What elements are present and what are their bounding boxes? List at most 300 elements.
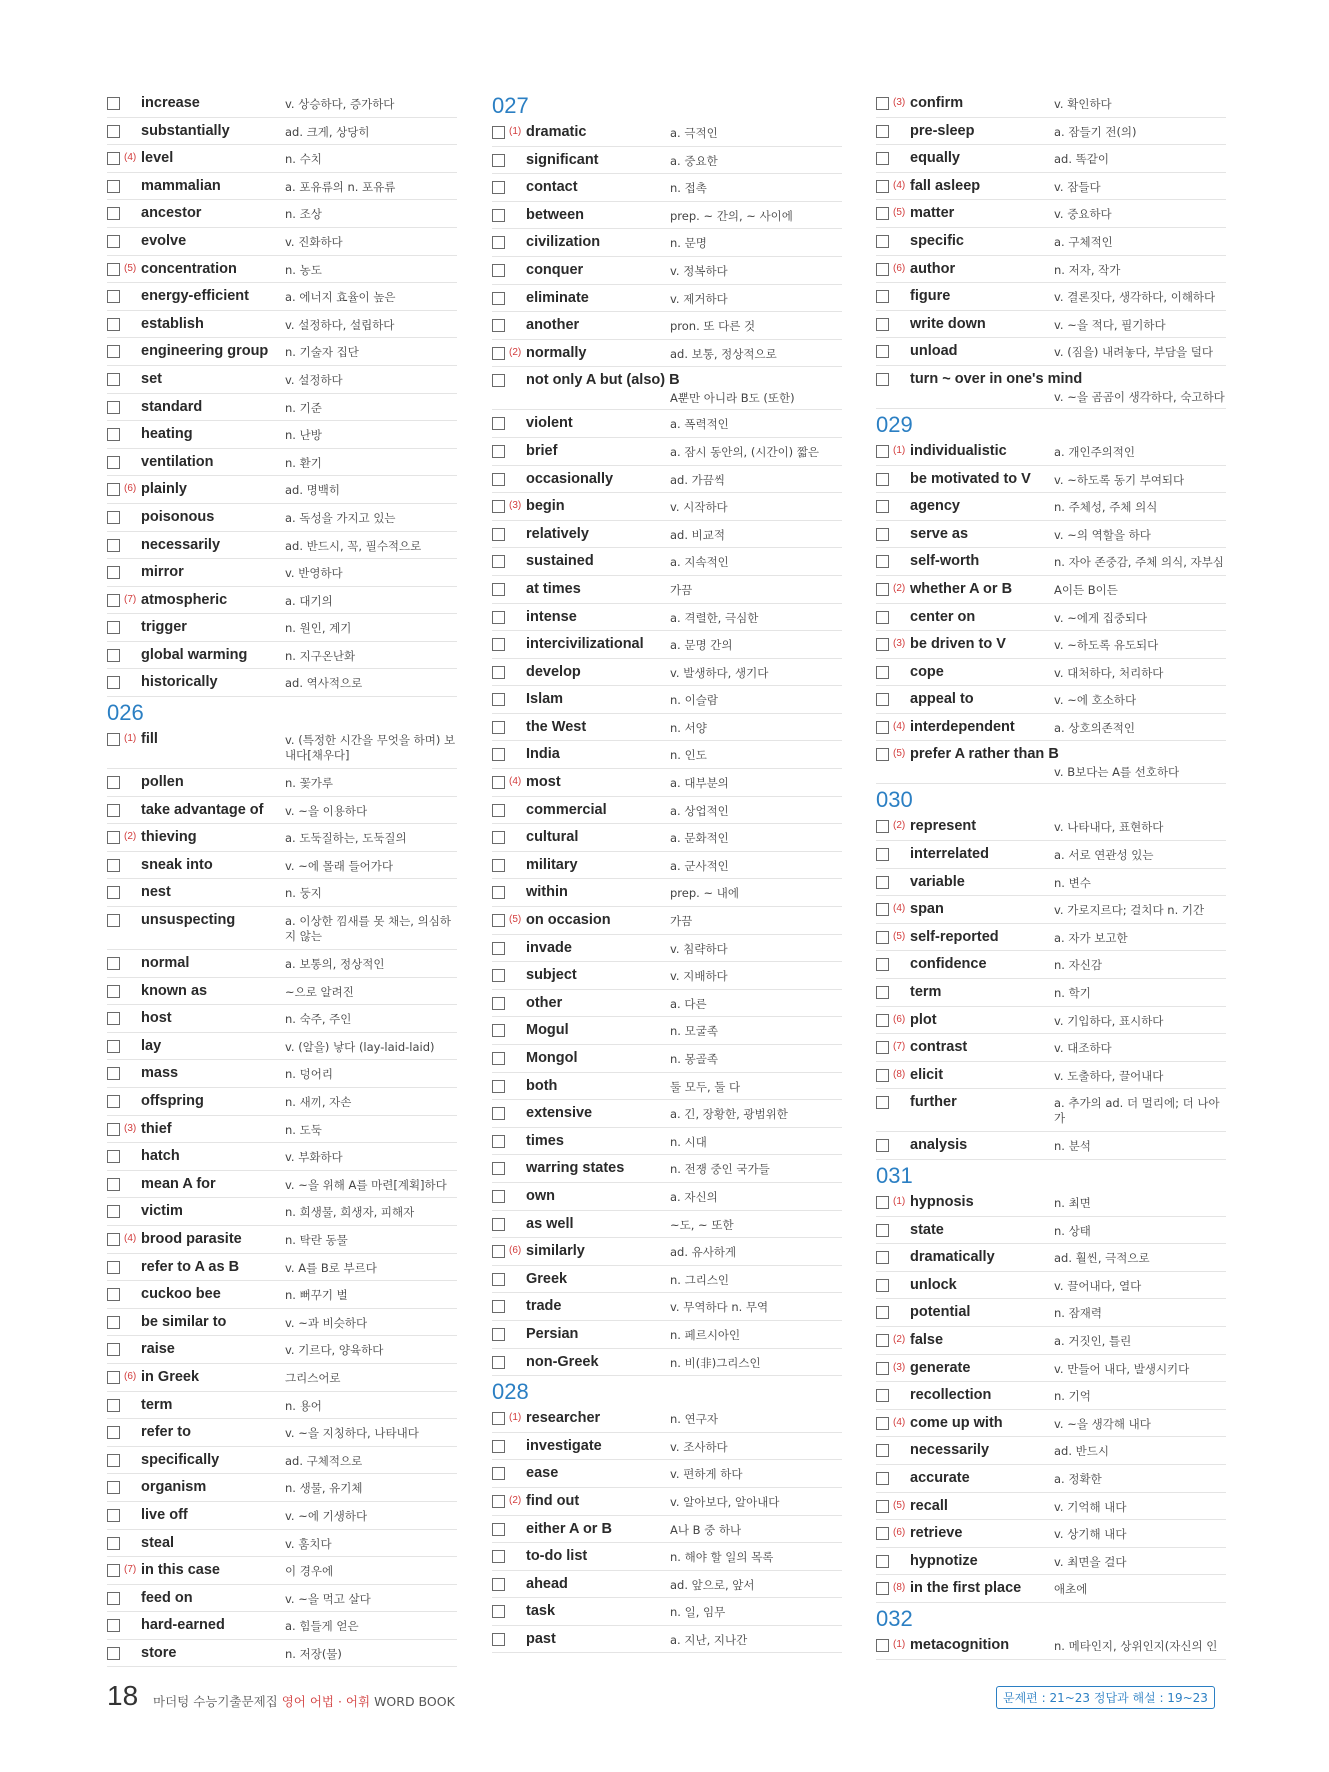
checkbox[interactable] (876, 876, 889, 889)
checkbox[interactable] (107, 914, 120, 927)
vocab-row (492, 202, 842, 230)
vocab-word: Mogul (526, 1022, 569, 1039)
checkbox[interactable] (107, 1178, 120, 1191)
checkbox[interactable] (492, 1495, 505, 1508)
vocab-word: prefer A rather than B (910, 746, 1059, 763)
vocab-word: military (526, 856, 578, 873)
vocab-definition: a. 대부분의 (670, 776, 729, 791)
checkbox[interactable] (107, 401, 120, 414)
checkbox[interactable] (107, 483, 120, 496)
vocab-row (107, 532, 457, 560)
vocab-word: variable (910, 873, 965, 890)
checkbox[interactable] (492, 666, 505, 679)
vocab-definition: n. 기술자 집단 (285, 345, 359, 360)
vocab-definition: a. 군사적인 (670, 858, 729, 873)
vocab-row (876, 283, 1226, 311)
checkbox[interactable] (876, 125, 889, 138)
vocab-row (107, 1033, 457, 1061)
vocab-row (107, 1336, 457, 1364)
checkbox[interactable] (107, 1205, 120, 1218)
vocab-row (492, 229, 842, 257)
checkbox[interactable] (492, 969, 505, 982)
book-suffix: WORD BOOK (374, 1694, 455, 1709)
vocab-definition: n. 비(非)그리스인 (670, 1355, 761, 1370)
checkbox[interactable] (107, 1481, 120, 1494)
vocab-row (107, 1088, 457, 1116)
checkbox[interactable] (107, 1619, 120, 1632)
checkbox[interactable] (876, 235, 889, 248)
checkbox[interactable] (876, 318, 889, 331)
vocab-row (107, 950, 457, 978)
checkbox[interactable] (492, 638, 505, 651)
checkbox[interactable] (876, 263, 889, 276)
vocab-word: victim (141, 1203, 183, 1220)
question-number: (6) (893, 1013, 906, 1025)
vocab-word: within (526, 884, 568, 901)
checkbox[interactable] (107, 985, 120, 998)
checkbox[interactable] (107, 1316, 120, 1329)
vocab-row (876, 1465, 1226, 1493)
vocab-definition: a. 서로 연관성 있는 (1054, 848, 1154, 863)
vocab-word: global warming (141, 646, 248, 663)
checkbox[interactable] (107, 649, 120, 662)
checkbox[interactable] (107, 1288, 120, 1301)
vocab-definition: n. 문명 (670, 236, 707, 251)
vocab-word: host (141, 1010, 172, 1027)
vocab-row (492, 147, 842, 175)
checkbox[interactable] (876, 931, 889, 944)
vocab-row (107, 1474, 457, 1502)
vocab-definition: n. 꽃가루 (285, 776, 333, 791)
vocab-row (492, 1266, 842, 1294)
checkbox[interactable] (492, 1107, 505, 1120)
vocab-definition: ~으로 알려진 (285, 984, 354, 999)
vocab-definition: 이 경우에 (285, 1564, 334, 1579)
checkbox[interactable] (876, 1582, 889, 1595)
checkbox[interactable] (107, 1426, 120, 1439)
checkbox[interactable] (492, 181, 505, 194)
section-number: 032 (876, 1605, 913, 1631)
checkbox[interactable] (107, 125, 120, 138)
checkbox[interactable] (876, 528, 889, 541)
vocab-definition: a. 포유류의 n. 포유류 (285, 179, 396, 194)
checkbox[interactable] (107, 180, 120, 193)
checkbox[interactable] (492, 1633, 505, 1646)
vocab-word: appeal to (910, 691, 974, 708)
vocab-word: develop (526, 663, 581, 680)
vocab-row (492, 1073, 842, 1101)
checkbox[interactable] (876, 1041, 889, 1054)
checkbox[interactable] (492, 154, 505, 167)
checkbox[interactable] (492, 721, 505, 734)
checkbox[interactable] (492, 1578, 505, 1591)
checkbox[interactable] (492, 292, 505, 305)
checkbox[interactable] (876, 1306, 889, 1319)
vocab-definition: v. 만들어 내다, 발생시키다 (1054, 1361, 1190, 1376)
vocab-row (876, 631, 1226, 659)
vocab-definition: v. 편하게 하다 (670, 1467, 743, 1482)
checkbox[interactable] (107, 1343, 120, 1356)
checkbox[interactable] (876, 848, 889, 861)
vocab-row (492, 257, 842, 285)
vocab-definition: n. 새끼, 자손 (285, 1095, 352, 1109)
vocab-word: intense (526, 608, 577, 625)
checkbox[interactable] (492, 126, 505, 139)
checkbox[interactable] (876, 97, 889, 110)
checkbox[interactable] (107, 621, 120, 634)
checkbox[interactable] (876, 1362, 889, 1375)
vocab-word: cuckoo bee (141, 1286, 221, 1303)
vocab-definition: n. 변수 (1054, 875, 1091, 890)
vocab-word: hypnosis (910, 1194, 974, 1210)
checkbox[interactable] (876, 666, 889, 679)
section-number: 029 (876, 411, 913, 437)
checkbox[interactable] (876, 583, 889, 596)
checkbox[interactable] (492, 1467, 505, 1480)
checkbox[interactable] (876, 748, 889, 761)
checkbox[interactable] (107, 776, 120, 789)
checkbox[interactable] (492, 942, 505, 955)
checkbox[interactable] (107, 511, 120, 524)
vocab-row (876, 686, 1226, 714)
vocab-definition: a. 정확한 (1054, 1471, 1102, 1486)
checkbox[interactable] (107, 804, 120, 817)
checkbox[interactable] (492, 997, 505, 1010)
vocab-word: at times (526, 580, 581, 597)
checkbox[interactable] (492, 1550, 505, 1563)
checkbox[interactable] (876, 1444, 889, 1457)
checkbox[interactable] (492, 693, 505, 706)
checkbox[interactable] (876, 903, 889, 916)
vocab-definition: a. 다른 (670, 996, 707, 1011)
checkbox[interactable] (876, 820, 889, 833)
checkbox[interactable] (492, 236, 505, 249)
vocab-word: turn ~ over in one's mind (910, 370, 1083, 387)
vocab-definition: n. 그리스인 (670, 1272, 730, 1287)
question-number: (3) (124, 1122, 137, 1134)
vocab-word: plainly (141, 481, 187, 498)
checkbox[interactable] (107, 1371, 120, 1384)
checkbox[interactable] (492, 1052, 505, 1065)
vocab-row (492, 631, 842, 659)
question-number: (8) (893, 1582, 906, 1594)
checkbox[interactable] (492, 1440, 505, 1453)
vocab-definition: v. ~에 기생하다 (285, 1508, 368, 1523)
question-number: (2) (893, 1333, 906, 1345)
checkbox[interactable] (492, 1356, 505, 1369)
checkbox[interactable] (492, 445, 505, 458)
section-number: 030 (876, 787, 913, 813)
checkbox[interactable] (107, 290, 120, 303)
vocab-word: pollen (141, 774, 184, 791)
checkbox[interactable] (492, 886, 505, 899)
vocab-definition: v. 알아보다, 알아내다 (670, 1494, 780, 1509)
vocab-definition: A뿐만 아니라 B도 (또한) (670, 391, 795, 406)
vocab-definition: a. 구체적인 (1054, 234, 1113, 249)
checkbox[interactable] (107, 566, 120, 579)
vocab-definition: a. 문명 간의 (670, 638, 733, 653)
checkbox[interactable] (876, 1096, 889, 1109)
vocab-definition: ad. 앞으로, 앞서 (670, 1577, 755, 1592)
vocab-word: sustained (526, 553, 594, 570)
checkbox[interactable] (492, 264, 505, 277)
vocab-definition: v. 대처하다, 처리하다 (1054, 665, 1164, 680)
checkbox[interactable] (107, 152, 120, 165)
checkbox[interactable] (876, 1389, 889, 1402)
checkbox[interactable] (107, 539, 120, 552)
checkbox[interactable] (107, 1261, 120, 1274)
checkbox[interactable] (876, 445, 889, 458)
vocab-definition: prep. ~ 간의, ~ 사이에 (670, 208, 793, 223)
checkbox[interactable] (107, 1592, 120, 1605)
checkbox[interactable] (876, 500, 889, 513)
vocab-definition: a. 독성을 가지고 있는 (285, 510, 396, 525)
checkbox[interactable] (107, 456, 120, 469)
checkbox[interactable] (107, 428, 120, 441)
vocab-word: generate (910, 1359, 971, 1376)
vocab-definition: pron. 또 다른 것 (670, 319, 756, 334)
vocab-definition: a. 에너지 효율이 높은 (285, 290, 396, 305)
checkbox[interactable] (876, 638, 889, 651)
checkbox[interactable] (876, 1334, 889, 1347)
checkbox[interactable] (107, 1399, 120, 1412)
vocab-definition: v. 끌어내다, 열다 (1054, 1278, 1142, 1293)
vocab-definition: v. 결론짓다, 생각하다, 이해하다 (1054, 290, 1216, 305)
checkbox[interactable] (876, 611, 889, 624)
checkbox[interactable] (492, 859, 505, 872)
vocab-word: agency (910, 498, 960, 515)
checkbox[interactable] (876, 721, 889, 734)
vocab-definition: v. 중요하다 (1054, 207, 1112, 222)
vocab-word: known as (141, 982, 208, 999)
checkbox[interactable] (107, 1150, 120, 1163)
vocab-word: specifically (141, 1451, 220, 1468)
checkbox[interactable] (107, 1454, 120, 1467)
checkbox[interactable] (876, 1014, 889, 1027)
checkbox[interactable] (107, 886, 120, 899)
vocab-definition: ad. 명백히 (285, 483, 340, 498)
checkbox[interactable] (107, 1233, 120, 1246)
checkbox[interactable] (107, 1012, 120, 1025)
checkbox[interactable] (492, 804, 505, 817)
vocab-row (492, 1293, 842, 1321)
checkbox[interactable] (107, 373, 120, 386)
vocab-row (492, 962, 842, 990)
vocab-definition: 둘 모두, 둘 다 (670, 1079, 741, 1094)
vocab-row (876, 493, 1226, 521)
checkbox[interactable] (107, 957, 120, 970)
checkbox[interactable] (876, 1196, 889, 1209)
vocab-definition: v. 조사하다 (670, 1439, 728, 1454)
vocab-word: poisonous (141, 508, 215, 525)
checkbox[interactable] (492, 1024, 505, 1037)
vocab-row (492, 1516, 842, 1544)
checkbox[interactable] (876, 986, 889, 999)
checkbox[interactable] (107, 1509, 120, 1522)
vocab-row (876, 338, 1226, 366)
vocab-definition: v. 설정하다 (285, 372, 343, 387)
checkbox[interactable] (876, 1251, 889, 1264)
vocab-word: organism (141, 1479, 207, 1496)
checkbox[interactable] (876, 207, 889, 220)
vocab-word: analysis (910, 1137, 968, 1154)
checkbox[interactable] (107, 235, 120, 248)
vocab-row (492, 174, 842, 202)
vocab-definition: v. ~에게 집중되다 (1054, 610, 1148, 625)
checkbox[interactable] (876, 373, 889, 386)
vocab-word: pre-sleep (910, 122, 975, 139)
checkbox[interactable] (107, 263, 120, 276)
vocab-word: plot (910, 1011, 937, 1028)
checkbox[interactable] (492, 1218, 505, 1231)
checkbox[interactable] (492, 1328, 505, 1341)
checkbox[interactable] (876, 555, 889, 568)
checkbox[interactable] (492, 528, 505, 541)
checkbox[interactable] (492, 209, 505, 222)
checkbox[interactable] (492, 831, 505, 844)
checkbox[interactable] (107, 97, 120, 110)
vocab-definition: a. 이상한 낌새를 못 채는, 의심하지 않는 (285, 914, 451, 944)
vocab-row (876, 1355, 1226, 1383)
checkbox[interactable] (876, 1500, 889, 1513)
question-number: (5) (509, 914, 522, 926)
checkbox[interactable] (876, 1555, 889, 1568)
checkbox[interactable] (107, 1564, 120, 1577)
checkbox[interactable] (107, 207, 120, 220)
vocab-definition: n. 기억 (1054, 1389, 1091, 1404)
vocab-definition: n. 페르시아인 (670, 1327, 741, 1342)
vocab-row (492, 1321, 842, 1349)
checkbox[interactable] (492, 473, 505, 486)
vocab-definition: v. ~의 역할을 하다 (1054, 527, 1151, 542)
vocab-word: term (141, 1396, 173, 1413)
question-number: (5) (124, 262, 137, 274)
vocab-word: specific (910, 232, 964, 249)
checkbox[interactable] (876, 1472, 889, 1485)
checkbox[interactable] (492, 1605, 505, 1618)
checkbox[interactable] (876, 473, 889, 486)
checkbox[interactable] (107, 1095, 120, 1108)
checkbox[interactable] (492, 500, 505, 513)
checkbox[interactable] (492, 1523, 505, 1536)
vocab-word: energy-efficient (141, 288, 249, 305)
vocab-word: intercivilizational (526, 636, 644, 653)
vocab-definition: n. 접촉 (670, 181, 707, 196)
vocab-word: researcher (526, 1410, 601, 1427)
checkbox[interactable] (107, 1647, 120, 1660)
checkbox[interactable] (107, 1123, 120, 1136)
vocab-row (876, 1548, 1226, 1576)
checkbox[interactable] (876, 1417, 889, 1430)
checkbox[interactable] (107, 859, 120, 872)
checkbox[interactable] (492, 374, 505, 387)
vocab-word: similarly (526, 1243, 585, 1260)
checkbox[interactable] (492, 1190, 505, 1203)
checkbox[interactable] (107, 831, 120, 844)
checkbox[interactable] (492, 1300, 505, 1313)
checkbox[interactable] (107, 1537, 120, 1550)
vocab-row (492, 1405, 842, 1433)
checkbox[interactable] (492, 611, 505, 624)
vocab-word: between (526, 206, 585, 223)
checkbox[interactable] (107, 1040, 120, 1053)
vocab-definition: 그리스어로 (285, 1370, 341, 1385)
checkbox[interactable] (492, 1080, 505, 1093)
vocab-word: as well (526, 1215, 574, 1232)
checkbox[interactable] (876, 1639, 889, 1652)
checkbox[interactable] (107, 1067, 120, 1080)
checkbox[interactable] (492, 1273, 505, 1286)
page-number: 18 (107, 1680, 139, 1711)
checkbox[interactable] (876, 290, 889, 303)
checkbox[interactable] (492, 748, 505, 761)
checkbox[interactable] (876, 1279, 889, 1292)
checkbox[interactable] (492, 914, 505, 927)
checkbox[interactable] (876, 180, 889, 193)
vocab-row (107, 642, 457, 670)
vocab-row (492, 797, 842, 825)
vocab-word: take advantage of (141, 801, 264, 818)
vocab-word: cope (910, 663, 944, 680)
checkbox[interactable] (876, 345, 889, 358)
checkbox[interactable] (492, 1162, 505, 1175)
vocab-row (876, 741, 1226, 784)
checkbox[interactable] (107, 733, 120, 746)
checkbox[interactable] (492, 319, 505, 332)
vocab-definition: n. 자아 존중감, 주체 의식, 자부심 (1054, 555, 1224, 570)
vocab-definition: v. 상승하다, 증가하다 (285, 97, 395, 111)
vocab-definition: a. 중요한 (670, 153, 718, 168)
checkbox[interactable] (492, 555, 505, 568)
checkbox[interactable] (107, 676, 120, 689)
checkbox[interactable] (876, 958, 889, 971)
vocab-row (492, 1571, 842, 1599)
checkbox[interactable] (107, 594, 120, 607)
vocab-word: India (526, 746, 560, 763)
checkbox[interactable] (876, 1527, 889, 1540)
checkbox[interactable] (876, 693, 889, 706)
section-number: 028 (492, 1379, 529, 1405)
checkbox[interactable] (876, 1224, 889, 1237)
vocab-definition: ad. 똑같이 (1054, 152, 1109, 167)
vocab-row (107, 228, 457, 256)
vocab-row (876, 1382, 1226, 1410)
checkbox[interactable] (876, 152, 889, 165)
checkbox[interactable] (492, 1245, 505, 1258)
checkbox[interactable] (492, 1412, 505, 1425)
checkbox[interactable] (876, 1139, 889, 1152)
vocab-word: dramatic (526, 124, 587, 140)
checkbox[interactable] (107, 318, 120, 331)
vocab-row (876, 714, 1226, 742)
vocab-word: atmospheric (141, 591, 228, 608)
checkbox[interactable] (107, 345, 120, 358)
checkbox[interactable] (492, 776, 505, 789)
checkbox[interactable] (492, 417, 505, 430)
vocab-word: interdependent (910, 718, 1015, 735)
vocab-row (876, 869, 1226, 897)
vocab-definition: v. ~을 적다, 필기하다 (1054, 317, 1166, 332)
checkbox[interactable] (876, 1069, 889, 1082)
vocab-definition: n. 서양 (670, 720, 707, 735)
vocab-word: self-worth (910, 553, 980, 570)
question-number: (3) (509, 500, 522, 512)
checkbox[interactable] (492, 583, 505, 596)
vocab-word: raise (141, 1341, 175, 1358)
checkbox[interactable] (492, 1135, 505, 1148)
vocab-word: be similar to (141, 1313, 227, 1330)
checkbox[interactable] (492, 347, 505, 360)
